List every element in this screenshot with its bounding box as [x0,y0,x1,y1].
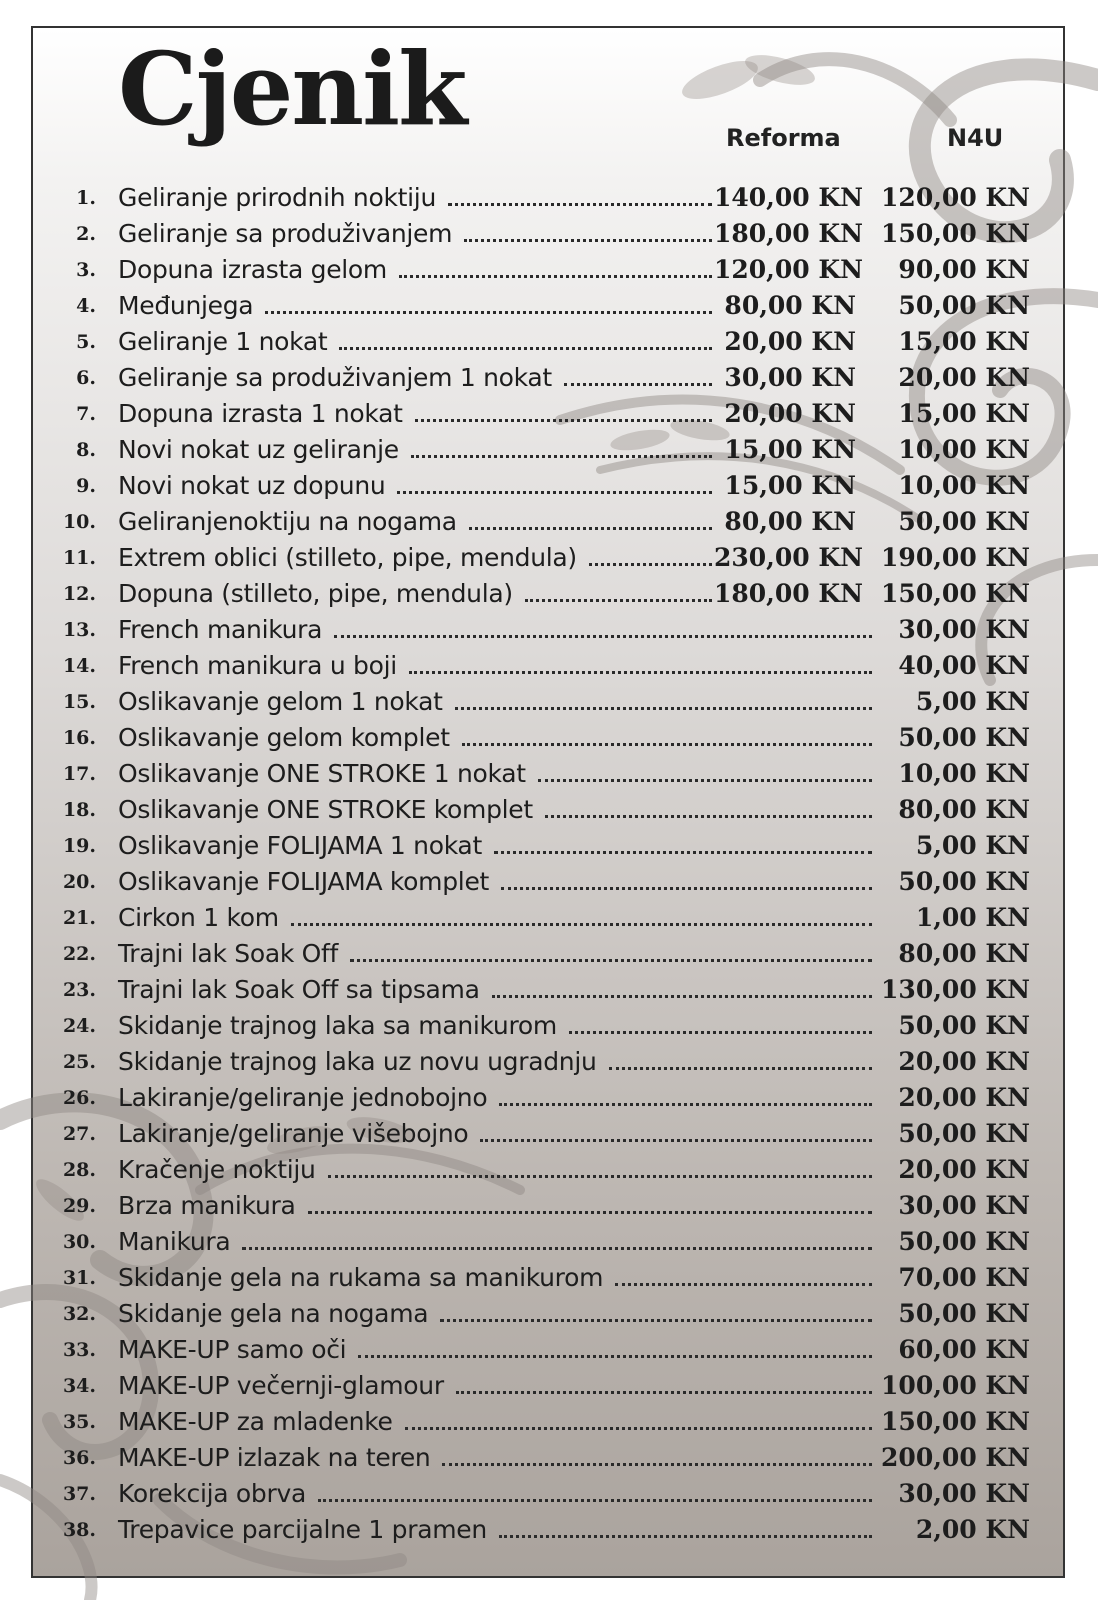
dot-leader [569,1031,872,1034]
dot-leader [501,887,872,890]
item-number: 4. [76,295,96,317]
price-row [0,720,1098,756]
price-n4u: 5,00 KN [915,831,1030,860]
service-name: Kračenje noktiju [118,1155,316,1184]
price-row [0,1188,1098,1224]
price-n4u: 120,00 KN [881,183,1030,212]
service-name: Skidanje trajnog laka sa manikurom [118,1011,557,1040]
service-name: Geliranjenoktiju na nogama [118,507,457,536]
price-row [0,936,1098,972]
price-row [0,432,1098,468]
item-number: 28. [62,1159,96,1181]
price-row [0,216,1098,252]
dot-leader [494,851,872,854]
price-n4u: 50,00 KN [898,1119,1030,1148]
item-number: 8. [76,439,96,461]
price-reforma: 80,00 KN [724,291,856,320]
item-number: 33. [62,1339,96,1361]
price-n4u: 1,00 KN [915,903,1030,932]
price-row [0,648,1098,684]
price-row [0,1476,1098,1512]
price-reforma: 80,00 KN [724,507,856,536]
dot-leader [308,1211,872,1214]
price-row [0,288,1098,324]
price-reforma: 180,00 KN [714,219,863,248]
dot-leader [538,779,872,782]
item-number: 13. [62,619,96,641]
column-header-reforma: Reforma [726,124,841,152]
dot-leader [399,275,712,278]
service-name: Oslikavanje ONE STROKE 1 nokat [118,759,526,788]
item-number: 31. [62,1267,96,1289]
dot-leader [525,599,712,602]
price-row [0,1044,1098,1080]
dot-leader [462,743,872,746]
dot-leader [442,1463,872,1466]
service-name: Oslikavanje gelom komplet [118,723,450,752]
price-row [0,576,1098,612]
price-row [0,540,1098,576]
dot-leader [456,1391,872,1394]
dot-leader [455,707,872,710]
item-number: 34. [62,1375,96,1397]
price-n4u: 50,00 KN [898,867,1030,896]
item-number: 2. [76,223,96,245]
price-n4u: 150,00 KN [881,219,1030,248]
price-n4u: 150,00 KN [881,1407,1030,1436]
service-name: Trajni lak Soak Off [118,939,339,968]
dot-leader [397,491,712,494]
price-n4u: 30,00 KN [898,1191,1030,1220]
item-number: 9. [76,475,96,497]
service-name: Oslikavanje ONE STROKE komplet [118,795,533,824]
price-n4u: 10,00 KN [898,471,1030,500]
price-reforma: 15,00 KN [724,471,856,500]
item-number: 16. [62,727,96,749]
price-reforma: 20,00 KN [724,327,856,356]
price-n4u: 20,00 KN [898,1047,1030,1076]
price-row [0,396,1098,432]
dot-leader [265,311,712,314]
service-name: Oslikavanje FOLIJAMA 1 nokat [118,831,482,860]
dot-leader [409,671,872,674]
service-name: Brza manikura [118,1191,296,1220]
service-name: Skidanje gela na nogama [118,1299,429,1328]
item-number: 6. [76,367,96,389]
service-name: French manikura u boji [118,651,397,680]
price-reforma: 120,00 KN [714,255,863,284]
dot-leader [499,1103,872,1106]
dot-leader [350,959,872,962]
service-name: Extrem oblici (stilleto, pipe, mendula) [118,543,577,572]
item-number: 1. [76,187,96,209]
price-row [0,1116,1098,1152]
item-number: 35. [62,1411,96,1433]
price-row [0,1404,1098,1440]
price-n4u: 15,00 KN [898,327,1030,356]
price-row [0,828,1098,864]
price-reforma: 30,00 KN [724,363,856,392]
service-name: French manikura [118,615,323,644]
dot-leader [328,1175,872,1178]
price-n4u: 20,00 KN [898,1155,1030,1184]
dot-leader [411,455,712,458]
price-reforma: 230,00 KN [714,543,863,572]
service-name: Novi nokat uz dopunu [118,471,386,500]
price-n4u: 50,00 KN [898,1299,1030,1328]
price-n4u: 15,00 KN [898,399,1030,428]
price-list [0,180,1098,1548]
price-row [0,972,1098,1008]
service-name: Dopuna izrasta 1 nokat [118,399,403,428]
price-n4u: 20,00 KN [898,1083,1030,1112]
service-name: Geliranje prirodnih noktiju [118,183,436,212]
dot-leader [339,347,712,350]
page-title: Cjenik [118,30,466,148]
price-n4u: 50,00 KN [898,507,1030,536]
item-number: 19. [62,835,96,857]
price-row [0,612,1098,648]
item-number: 3. [76,259,96,281]
service-name: Oslikavanje gelom 1 nokat [118,687,443,716]
price-n4u: 150,00 KN [881,579,1030,608]
dot-leader [334,635,872,638]
service-name: Geliranje sa produživanjem 1 nokat [118,363,552,392]
service-name: Manikura [118,1227,231,1256]
price-row [0,864,1098,900]
dot-leader [469,527,712,530]
dot-leader [564,383,712,386]
price-n4u: 100,00 KN [881,1371,1030,1400]
dot-leader [464,239,712,242]
item-number: 30. [62,1231,96,1253]
dot-leader [492,995,872,998]
price-reforma: 15,00 KN [724,435,856,464]
dot-leader [318,1499,872,1502]
dot-leader [615,1283,872,1286]
item-number: 27. [62,1123,96,1145]
service-name: Geliranje 1 nokat [118,327,328,356]
service-name: Međunjega [118,291,254,320]
service-name: MAKE-UP večernji-glamour [118,1371,444,1400]
service-name: Trajni lak Soak Off sa tipsama [118,975,480,1004]
price-n4u: 50,00 KN [898,723,1030,752]
item-number: 20. [62,871,96,893]
price-row [0,1296,1098,1332]
price-n4u: 10,00 KN [898,759,1030,788]
price-reforma: 140,00 KN [714,183,863,212]
price-n4u: 30,00 KN [898,1479,1030,1508]
price-row [0,1512,1098,1548]
service-name: Lakiranje/geliranje jednobojno [118,1083,488,1112]
item-number: 18. [62,799,96,821]
item-number: 36. [62,1447,96,1469]
dot-leader [448,203,712,206]
item-number: 29. [62,1195,96,1217]
dot-leader [440,1319,872,1322]
item-number: 17. [62,763,96,785]
price-row [0,180,1098,216]
price-row [0,756,1098,792]
price-row [0,1368,1098,1404]
service-name: Skidanje trajnog laka uz novu ugradnju [118,1047,597,1076]
item-number: 24. [62,1015,96,1037]
price-reforma: 180,00 KN [714,579,863,608]
item-number: 5. [76,331,96,353]
dot-leader [358,1355,872,1358]
service-name: Cirkon 1 kom [118,903,279,932]
item-number: 15. [62,691,96,713]
price-row [0,1332,1098,1368]
price-row [0,1008,1098,1044]
service-name: Geliranje sa produživanjem [118,219,453,248]
column-header-n4u: N4U [947,124,1004,152]
price-row [0,1260,1098,1296]
price-row [0,684,1098,720]
item-number: 32. [62,1303,96,1325]
price-n4u: 50,00 KN [898,291,1030,320]
dot-leader [589,563,712,566]
price-n4u: 80,00 KN [898,795,1030,824]
price-n4u: 200,00 KN [881,1443,1030,1472]
service-name: MAKE-UP za mladenke [118,1407,393,1436]
service-name: Oslikavanje FOLIJAMA komplet [118,867,490,896]
price-n4u: 30,00 KN [898,615,1030,644]
item-number: 38. [62,1519,96,1541]
item-number: 22. [62,943,96,965]
price-n4u: 5,00 KN [915,687,1030,716]
item-number: 26. [62,1087,96,1109]
dot-leader [242,1247,872,1250]
dot-leader [499,1535,872,1538]
price-row [0,360,1098,396]
price-row [0,1224,1098,1260]
service-name: Korekcija obrva [118,1479,306,1508]
service-name: Trepavice parcijalne 1 pramen [118,1515,487,1544]
item-number: 37. [62,1483,96,1505]
item-number: 7. [76,403,96,425]
dot-leader [291,923,872,926]
service-name: Dopuna izrasta gelom [118,255,387,284]
item-number: 14. [62,655,96,677]
price-n4u: 60,00 KN [898,1335,1030,1364]
price-n4u: 2,00 KN [915,1515,1030,1544]
price-n4u: 50,00 KN [898,1011,1030,1040]
price-n4u: 10,00 KN [898,435,1030,464]
item-number: 25. [62,1051,96,1073]
price-n4u: 130,00 KN [881,975,1030,1004]
dot-leader [609,1067,872,1070]
service-name: MAKE-UP izlazak na teren [118,1443,431,1472]
price-row [0,900,1098,936]
dot-leader [405,1427,872,1430]
price-n4u: 20,00 KN [898,363,1030,392]
service-name: Lakiranje/geliranje višebojno [118,1119,469,1148]
price-n4u: 190,00 KN [881,543,1030,572]
price-n4u: 50,00 KN [898,1227,1030,1256]
price-row [0,792,1098,828]
item-number: 11. [62,547,96,569]
price-n4u: 40,00 KN [898,651,1030,680]
service-name: Novi nokat uz geliranje [118,435,399,464]
price-row [0,1080,1098,1116]
item-number: 10. [62,511,96,533]
price-n4u: 90,00 KN [898,255,1030,284]
dot-leader [545,815,872,818]
dot-leader [415,419,712,422]
price-row [0,252,1098,288]
item-number: 23. [62,979,96,1001]
dot-leader [480,1139,872,1142]
price-row [0,468,1098,504]
price-n4u: 70,00 KN [898,1263,1030,1292]
price-row [0,1440,1098,1476]
service-name: Dopuna (stilleto, pipe, mendula) [118,579,513,608]
price-row [0,324,1098,360]
item-number: 12. [62,583,96,605]
service-name: Skidanje gela na rukama sa manikurom [118,1263,604,1292]
price-reforma: 20,00 KN [724,399,856,428]
price-n4u: 80,00 KN [898,939,1030,968]
item-number: 21. [62,907,96,929]
price-row [0,1152,1098,1188]
service-name: MAKE-UP samo oči [118,1335,347,1364]
price-row [0,504,1098,540]
